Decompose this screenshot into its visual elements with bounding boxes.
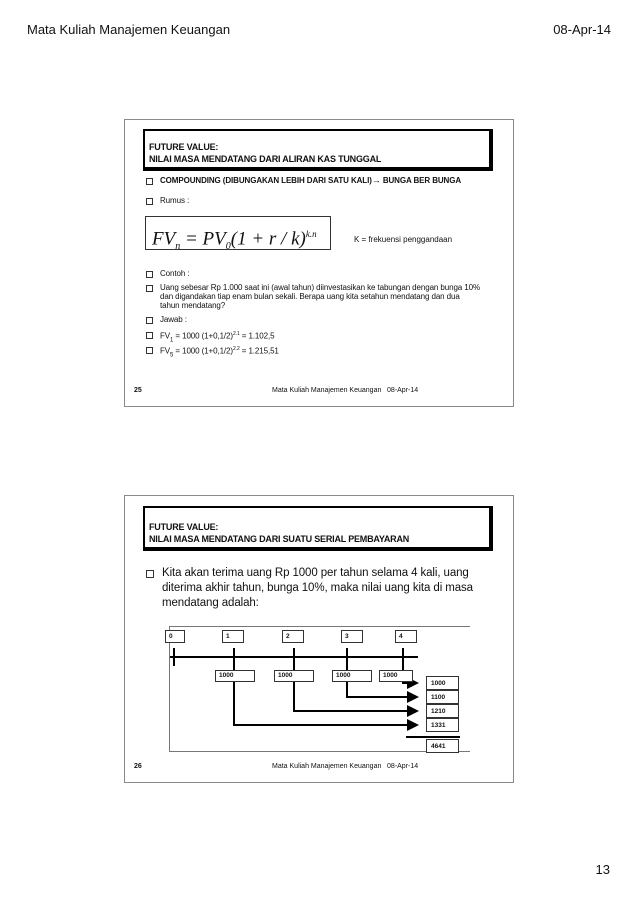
bullet-square-icon bbox=[146, 198, 153, 205]
slide-footer-course: Mata Kuliah Manajemen Keuangan bbox=[272, 763, 382, 770]
timeline-arrows bbox=[170, 627, 470, 751]
slide-25 bbox=[124, 119, 514, 407]
flow-arrow-2 bbox=[294, 657, 417, 711]
period-2: 2 bbox=[282, 630, 304, 643]
result-1100: 1100 bbox=[426, 690, 459, 704]
bullet-rumus bbox=[146, 196, 480, 205]
fv1-expr: = 1000 (1+0,1/2) bbox=[173, 331, 233, 341]
slide-number: 26 bbox=[134, 763, 142, 770]
slide-title-line1: FUTURE VALUE: bbox=[149, 522, 219, 532]
bullet-jawab bbox=[146, 315, 480, 324]
fv1-label: FV bbox=[160, 331, 171, 341]
period-3: 3 bbox=[341, 630, 363, 643]
future-value-formula bbox=[145, 216, 331, 253]
payment-1: 1000 bbox=[215, 670, 255, 682]
fv5-label: FV bbox=[160, 346, 171, 356]
period-4: 4 bbox=[395, 630, 417, 643]
slide-footer-date: 08-Apr-14 bbox=[387, 763, 419, 770]
slide-title-line1: FUTURE VALUE: bbox=[149, 142, 219, 152]
cash-flow-timeline bbox=[169, 626, 470, 752]
bullet-fv1 bbox=[146, 330, 480, 345]
page-header-date: 08-Apr-14 bbox=[553, 22, 611, 37]
bullet-compounding bbox=[146, 176, 480, 185]
result-1331: 1331 bbox=[426, 718, 459, 732]
result-1210: 1210 bbox=[426, 704, 459, 718]
slide-title-box bbox=[143, 129, 493, 171]
formula-0-sub: 0 bbox=[225, 241, 231, 253]
bullet-square-icon bbox=[146, 317, 153, 324]
fv1-result: = 1.102,5 bbox=[239, 331, 275, 341]
page-header-title: Mata Kuliah Manajemen Keuangan bbox=[27, 22, 231, 37]
result-1000: 1000 bbox=[426, 676, 459, 690]
compounding-text: COMPOUNDING (DIBUNGAKAN LEBIH DARI SATU KALI) bbox=[160, 176, 372, 185]
period-1: 1 bbox=[222, 630, 244, 643]
bullet-square-icon bbox=[146, 570, 154, 578]
formula-paren: (1 + r / k) bbox=[230, 228, 306, 250]
fv1-exp: 2.1 bbox=[232, 331, 240, 337]
jawab-label: Jawab : bbox=[160, 315, 187, 324]
formula-fv: FV bbox=[152, 228, 176, 250]
bullet-square-icon bbox=[146, 347, 153, 354]
serial-payment-text: Kita akan terima uang Rp 1000 per tahun selama 4 kali, uang diterima akhir tahun, bunga 10%, maka nilai uang kita di masa mendatang adalah: bbox=[162, 567, 473, 609]
fv5-sub: 5 bbox=[170, 352, 174, 359]
bullet-serial-payment bbox=[146, 566, 484, 611]
slide-number: 25 bbox=[134, 387, 142, 394]
formula-n-sub: n bbox=[175, 241, 181, 253]
fv5-expr: = 1000 (1+0,1/2) bbox=[173, 346, 233, 356]
rumus-label: Rumus : bbox=[160, 196, 190, 205]
slide-title-line2: NILAI MASA MENDATANG DARI ALIRAN KAS TUNGGAL bbox=[149, 154, 382, 164]
payment-3: 1000 bbox=[332, 670, 372, 682]
bullet-contoh bbox=[146, 269, 480, 278]
compounding-tail: BUNGA BER BUNGA bbox=[380, 176, 462, 185]
contoh-label: Contoh : bbox=[160, 269, 190, 278]
fv5-exp: 2.2 bbox=[232, 346, 240, 352]
formula-pv: = PV bbox=[180, 228, 226, 250]
bullet-square-icon bbox=[146, 285, 153, 292]
bullet-square-icon bbox=[146, 178, 153, 185]
slide-26 bbox=[124, 495, 514, 783]
uang-text: Uang sebesar Rp 1.000 saat ini (awal tahun) diinvestasikan ke tabungan dengan bunga 10% dan digandakan tiap enam bulan sekali. Berapa uang kita setahun mendatang dan dua tahun mendatang? bbox=[160, 283, 480, 310]
formula-exponent: k.n bbox=[305, 229, 317, 239]
slide-footer-course: Mata Kuliah Manajemen Keuangan bbox=[272, 387, 382, 394]
bullet-uang bbox=[146, 283, 480, 310]
payment-4: 1000 bbox=[379, 670, 413, 682]
bullet-fv5 bbox=[146, 345, 480, 360]
fv1-sub: 1 bbox=[170, 337, 174, 344]
page-number: 13 bbox=[595, 862, 610, 877]
k-frequency-label: K = frekuensi penggandaan bbox=[354, 235, 453, 244]
bullet-square-icon bbox=[146, 332, 153, 339]
right-arrow-icon: → bbox=[371, 175, 381, 185]
slide-footer-date: 08-Apr-14 bbox=[387, 387, 419, 394]
payment-2: 1000 bbox=[274, 670, 314, 682]
result-total: 4641 bbox=[426, 739, 459, 753]
period-0: 0 bbox=[165, 630, 185, 643]
bullet-square-icon bbox=[146, 271, 153, 278]
fv5-result: = 1.215,51 bbox=[239, 346, 279, 356]
slide-title-box bbox=[143, 506, 493, 551]
slide-title-line2: NILAI MASA MENDATANG DARI SUATU SERIAL PEMBAYARAN bbox=[149, 534, 410, 544]
flow-arrow-1 bbox=[234, 657, 417, 725]
